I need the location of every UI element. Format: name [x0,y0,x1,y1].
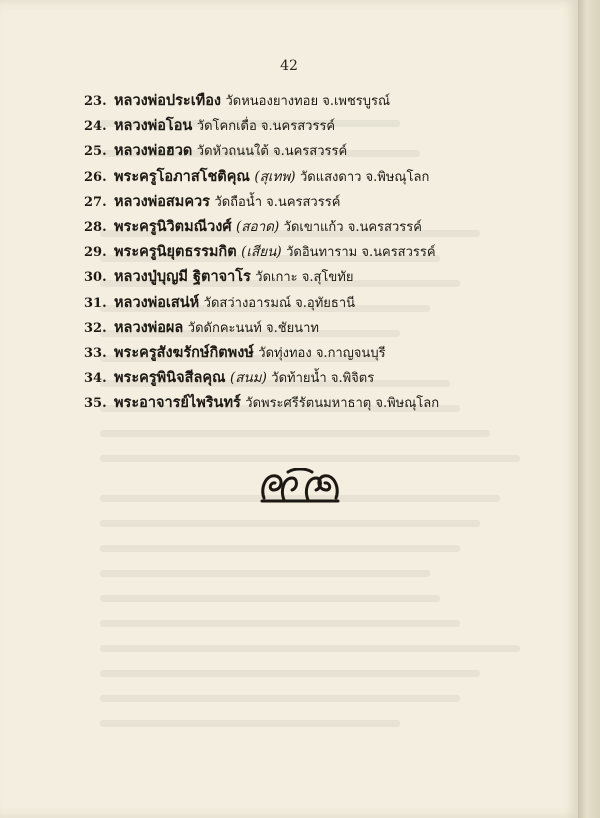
list-item [84,340,554,365]
monk-name: พระครูโอภาสโชติคุณ [114,167,250,185]
entry-number: 25. [84,144,107,160]
monk-name: หลวงพ่อเสน่ห์ [114,293,200,311]
entry-number: 35. [84,396,107,412]
list-item [84,365,554,390]
temple-location: วัดโคกเดื่อ จ.นครสวรรค์ [196,119,336,135]
entry-number: 29. [84,245,107,261]
temple-location: วัดแสงดาว จ.พิษณุโลก [299,169,430,185]
entry-number: 27. [84,194,107,210]
temple-location: วัดสว่างอารมณ์ จ.อุทัยธานี [203,295,356,311]
entry-number: 30. [84,270,107,286]
temple-location: วัดอินทาราม จ.นครสวรรค์ [286,245,436,261]
list-item [84,390,554,415]
list-item [84,239,554,264]
monk-name: หลวงปู่บุญมี ฐิตาจาโร [114,268,251,286]
list-item [84,138,554,163]
entry-number: 26. [84,169,107,185]
entry-number: 31. [84,295,107,311]
list-item [84,113,554,138]
temple-location: วัดหนองยางทอย จ.เพชรบูรณ์ [225,94,391,109]
entry-number: 34. [84,371,107,387]
page-edge [578,0,600,818]
monk-name: หลวงพ่อโอน [114,117,193,135]
thai-floral-ornament-icon [258,468,342,504]
temple-location: วัดเขาแก้ว จ.นครสวรรค์ [283,219,422,235]
list-item [84,264,554,289]
monk-name: พระครูพินิจสีลคุณ [114,369,226,387]
list-item [84,164,554,189]
monk-name: หลวงพ่อฮวด [114,142,193,160]
list-item [84,214,554,239]
entry-number: 23. [84,94,107,109]
monk-name: พระครูนิวิตมณีวงศ์ [114,217,232,235]
monk-name: หลวงพ่อประเทือง [114,92,222,109]
monk-name: พระครูสังฆรักษ์กิตพงษ์ [114,343,254,361]
monk-name: พระอาจารย์ไพรินทร์ [114,394,241,412]
monk-name: หลวงพ่อผล [114,318,184,336]
entry-number: 24. [84,119,107,135]
temple-location: วัดทุ่งทอง จ.กาญจนบุรี [258,345,386,361]
list-item [84,290,554,315]
monk-nickname: (เสียน) [241,244,282,261]
temple-location: วัดหัวถนนใต้ จ.นครสวรรค์ [196,144,348,160]
temple-location: วัดดักคะนนท์ จ.ชัยนาท [187,320,319,336]
monk-list [84,88,554,415]
monk-name: หลวงพ่อสมควร [114,192,210,210]
list-item [84,189,554,214]
page-number: 42 [280,58,298,74]
entry-number: 32. [84,320,107,336]
list-item [84,315,554,340]
monk-nickname: (สนม) [229,370,267,387]
monk-nickname: (สอาด) [235,218,280,235]
entry-number: 33. [84,345,107,361]
entry-number: 28. [84,219,107,235]
temple-location: วัดเกาะ จ.สุโขทัย [255,270,354,286]
list-item [84,88,554,113]
temple-location: วัดท้ายน้ำ จ.พิจิตร [271,371,375,387]
temple-location: วัดพระศรีรัตนมหาธาตุ จ.พิษณุโลก [245,396,440,412]
temple-location: วัดถือน้ำ จ.นครสวรรค์ [214,194,341,210]
monk-nickname: (สุเทพ) [254,168,296,185]
monk-name: พระครูนิยุตธรรมกิต [114,243,237,261]
